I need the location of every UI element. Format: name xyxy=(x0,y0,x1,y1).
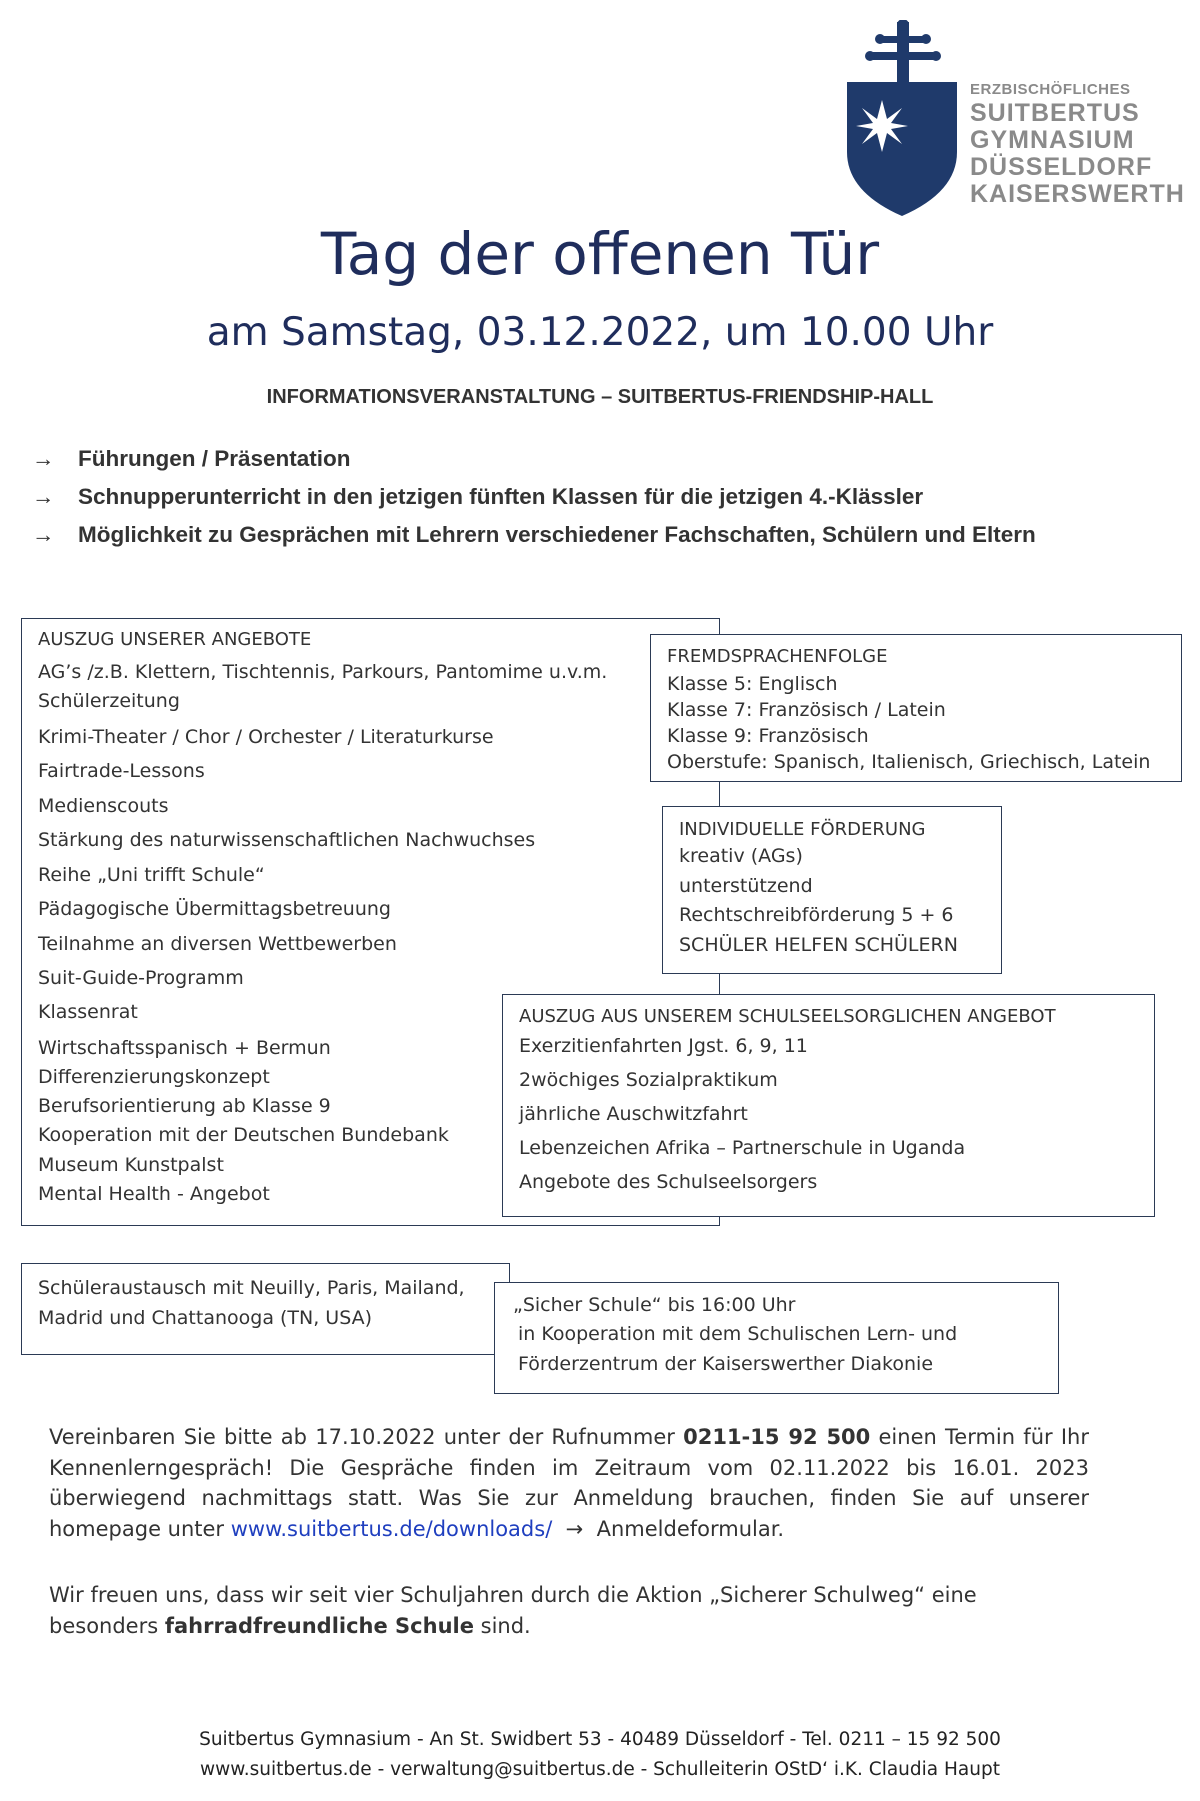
list-item-text: Führungen / Präsentation xyxy=(78,446,351,471)
list-item: Reihe „Uni trifft Schule“ xyxy=(38,864,265,886)
box-text: Madrid und Chattanooga (TN, USA) xyxy=(38,1307,373,1329)
list-item: unterstützend xyxy=(679,875,813,897)
list-item xyxy=(32,522,1172,560)
list-item-text: Möglichkeit zu Gesprächen mit Lehrern verschiedener Fachschaften, Schülern und Eltern xyxy=(78,522,1036,547)
list-item: Rechtschreibförderung 5 + 6 xyxy=(679,904,954,926)
box-text: in Kooperation mit dem Schulischen Lern- und xyxy=(518,1323,958,1345)
logo-line: GYMNASIUM xyxy=(970,126,1135,154)
list-item: Museum Kunstpalst xyxy=(38,1154,224,1176)
list-item: Mental Health - Angebot xyxy=(38,1183,270,1205)
sicher-schule-box xyxy=(494,1282,1059,1394)
footer-address: Suitbertus Gymnasium - An St. Swidbert 53 - 40489 Düsseldorf - Tel. 0211 – 15 92 500 xyxy=(199,1729,1001,1750)
logo-line: ERZBISCHÖFLICHES xyxy=(970,81,1131,98)
list-item: Klassenrat xyxy=(38,1001,138,1023)
info-line: INFORMATIONSVERANSTALTUNG – SUITBERTUS-FRIENDSHIP-HALL xyxy=(266,386,934,408)
page-title: Tag der offenen Tür xyxy=(320,220,880,288)
list-item: Differenzierungskonzept xyxy=(38,1066,270,1088)
list-item: jährliche Auschwitzfahrt xyxy=(519,1103,748,1125)
box-text: Förderzentrum der Kaiserswerther Diakonie xyxy=(518,1353,934,1375)
program-list xyxy=(32,446,1172,560)
list-item: Klasse 5: Englisch xyxy=(667,673,838,695)
downloads-link[interactable]: www.suitbertus.de/downloads/ xyxy=(230,1516,553,1541)
list-item: SCHÜLER HELFEN SCHÜLERN xyxy=(679,934,958,956)
logo-line: DÜSSELDORF xyxy=(970,153,1153,181)
footer xyxy=(0,1725,1200,1785)
logo-line: SUITBERTUS xyxy=(970,99,1140,127)
bike-paragraph xyxy=(49,1580,1009,1641)
arrow-icon: → xyxy=(565,1516,584,1541)
box-heading: INDIVIDUELLE FÖRDERUNG xyxy=(679,819,926,840)
list-item xyxy=(32,484,1172,522)
list-item: AG’s /z.B. Klettern, Tischtennis, Parkours, Pantomime u.v.m. xyxy=(38,661,608,683)
box-heading: FREMDSPRACHENFOLGE xyxy=(667,646,888,667)
logo-line: KAISERSWERTH xyxy=(970,180,1185,208)
box-heading: AUSZUG AUS UNSEREM SCHULSEELSORGLICHEN ANGEBOT xyxy=(519,1006,1056,1027)
list-item: Klasse 9: Französisch xyxy=(667,725,869,747)
paragraph-text: Vereinbaren Sie bitte ab 17.10.2022 unter der Rufnummer xyxy=(49,1425,684,1449)
bold-text: fahrradfreundliche Schule xyxy=(164,1613,474,1638)
list-item: Suit-Guide-Programm xyxy=(38,967,244,989)
paragraph-text: sind. xyxy=(473,1613,531,1638)
box-text: „Sicher Schule“ bis 16:00 Uhr xyxy=(513,1294,796,1316)
austausch-box xyxy=(21,1263,510,1355)
list-item: 2wöchiges Sozialpraktikum xyxy=(519,1069,778,1091)
list-item: kreativ (AGs) xyxy=(679,845,803,867)
list-item: Lebenzeichen Afrika – Partnerschule in Uganda xyxy=(519,1137,966,1159)
arrow-icon: → xyxy=(32,446,55,471)
list-item: Berufsorientierung ab Klasse 9 xyxy=(38,1095,331,1117)
arrow-icon: → xyxy=(32,522,55,547)
list-item: Oberstufe: Spanisch, Italienisch, Griechisch, Latein xyxy=(667,751,1151,773)
box-heading: AUSZUG UNSERER ANGEBOTE xyxy=(38,629,312,650)
event-date: am Samstag, 03.12.2022, um 10.00 Uhr xyxy=(206,310,994,355)
list-item: Wirtschaftsspanisch + Bermun xyxy=(38,1037,331,1059)
list-item: Exerzitienfahrten Jgst. 6, 9, 11 xyxy=(519,1035,808,1057)
list-item xyxy=(32,446,1172,484)
list-item-text: Schnupperunterricht in den jetzigen fünften Klassen für die jetzigen 4.-Klässler xyxy=(78,484,924,509)
paragraph-text: Anmeldeformular. xyxy=(596,1516,785,1541)
list-item: Fairtrade-Lessons xyxy=(38,760,205,782)
shield-icon xyxy=(845,20,965,220)
paragraph-text: Wir freuen uns, dass wir seit vier Schuljahren durch die Aktion „Sicherer Schulweg“ eine besonders xyxy=(49,1583,977,1638)
list-item: Medienscouts xyxy=(38,795,169,817)
phone-number: 0211-15 92 500 xyxy=(683,1425,871,1449)
foerderung-box xyxy=(662,806,1002,974)
list-item: Teilnahme an diversen Wettbewerben xyxy=(38,933,397,955)
paragraph-text: einen Termin für Ihr Kennenlerngespräch! Die Gespräche finden im Zeitraum vom 02.11.2022 bis 16.01. 2023 überwiegend nachmittags statt. Was Sie zur Anmeldung brauchen, finden Sie auf unserer homepage unter xyxy=(49,1425,1089,1541)
arrow-icon: → xyxy=(32,484,55,509)
box-text: Schüleraustausch mit Neuilly, Paris, Mailand, xyxy=(38,1277,465,1299)
seelsorge-box xyxy=(502,994,1155,1217)
list-item: Kooperation mit der Deutschen Bundebank xyxy=(38,1124,449,1146)
list-item: Schülerzeitung xyxy=(38,690,180,712)
fremdsprachen-box xyxy=(650,634,1182,782)
list-item: Klasse 7: Französisch / Latein xyxy=(667,699,946,721)
list-item: Krimi-Theater / Chor / Orchester / Literaturkurse xyxy=(38,726,494,748)
footer-contact: www.suitbertus.de - verwaltung@suitbertus.de - Schulleiterin OStD‘ i.K. Claudia Haupt xyxy=(200,1759,1000,1780)
logo-wordmark xyxy=(970,82,1185,209)
list-item: Angebote des Schulseelsorgers xyxy=(519,1171,818,1193)
appointment-paragraph xyxy=(49,1422,1089,1544)
list-item: Pädagogische Übermittagsbetreuung xyxy=(38,898,391,920)
school-logo xyxy=(845,20,1185,220)
list-item: Stärkung des naturwissenschaftlichen Nachwuchses xyxy=(38,829,536,851)
